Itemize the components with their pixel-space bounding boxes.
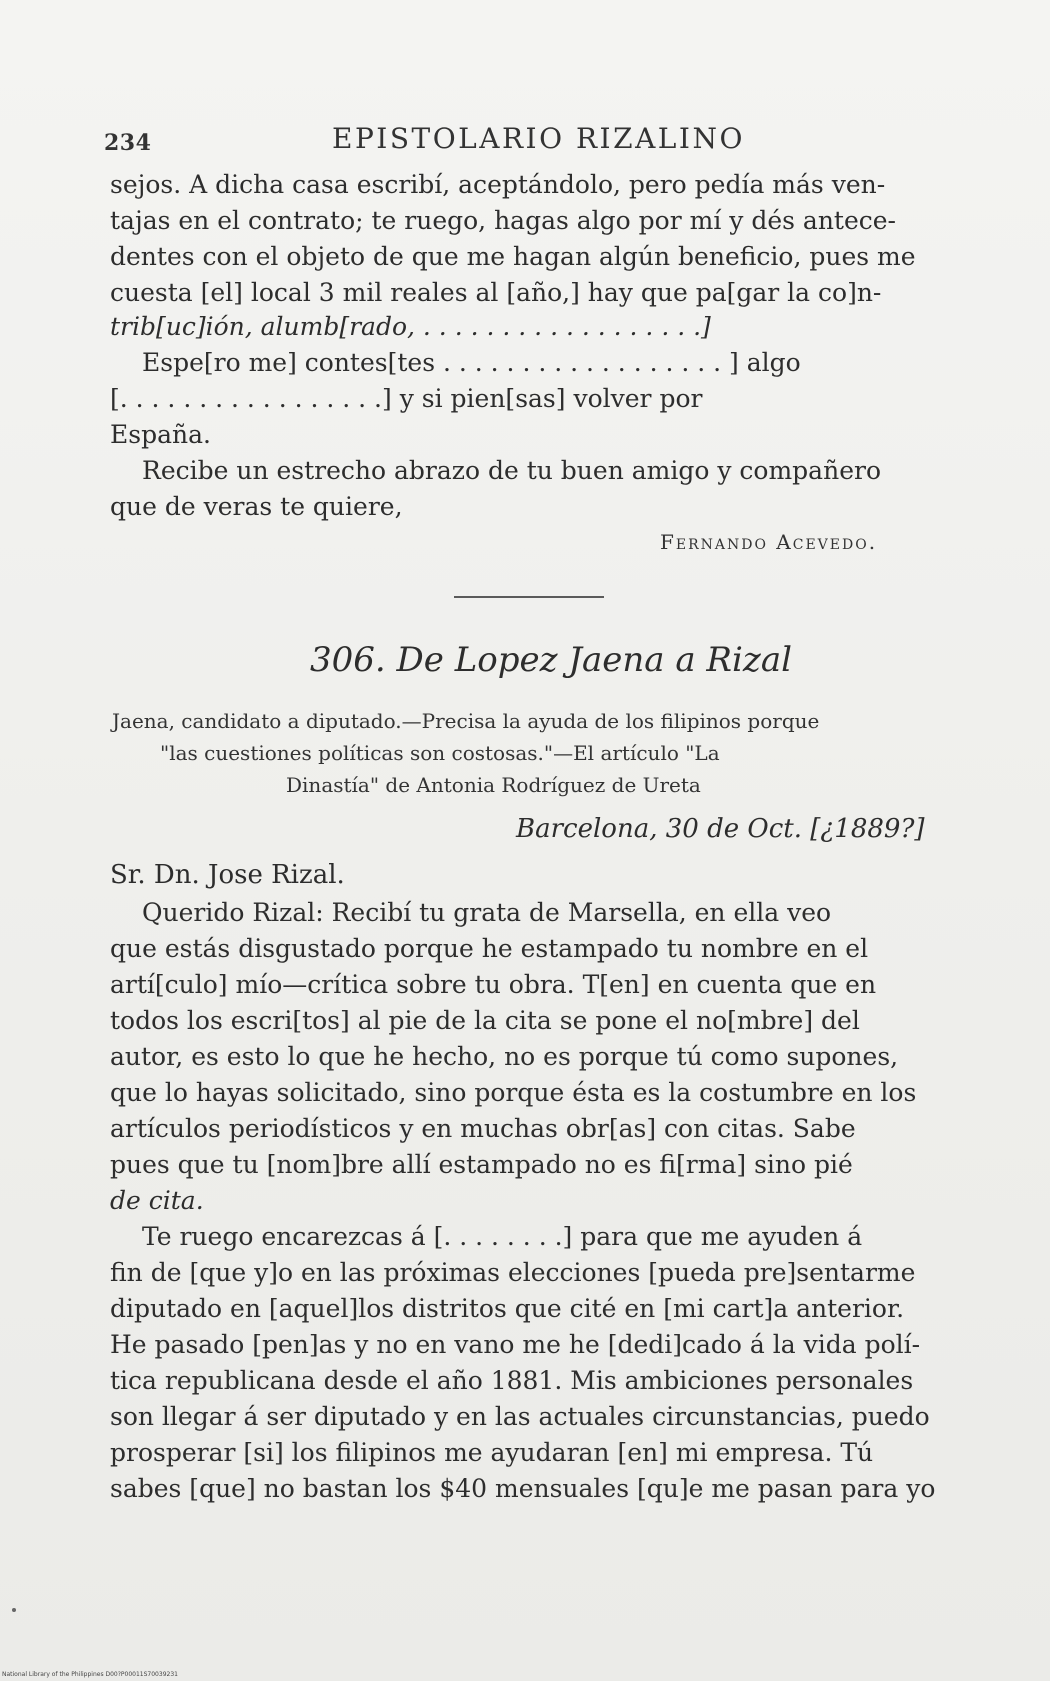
text-line: Te ruego encarezcas á [. . . . . . . .] para que me ayuden á xyxy=(142,1222,863,1251)
text-line: de cita. xyxy=(110,1186,204,1215)
text-line: sabes [que] no bastan los $40 mensuales [qu]e me pasan para yo xyxy=(110,1474,936,1503)
text-line: Querido Rizal: Recibí tu grata de Marsella, en ella veo xyxy=(142,898,832,927)
page-number: 234 xyxy=(104,130,152,156)
text-line: He pasado [pen]as y no en vano me he [dedi]cado á la vida polí- xyxy=(110,1330,921,1359)
text-line: artí[culo] mío—crítica sobre tu obra. T[en] en cuenta que en xyxy=(110,970,877,999)
summary-line: "las cuestiones políticas son costosas."—El artículo "La xyxy=(160,741,720,765)
text-line: Espe[ro me] contes[tes . . . . . . . . . . . . . . . . . . ] algo xyxy=(142,348,801,377)
text-line: que de veras te quiere, xyxy=(110,492,403,521)
signature: Fernando Acevedo. xyxy=(660,530,878,554)
text-line: que lo hayas solicitado, sino porque ésta es la costumbre en los xyxy=(110,1078,917,1107)
text-line: son llegar á ser diputado y en las actuales circunstancias, puedo xyxy=(110,1402,930,1431)
page-header xyxy=(104,122,944,162)
text-line: sejos. A dicha casa escribí, aceptándolo, pero pedía más ven- xyxy=(110,170,886,199)
scan-footer: National Library of the Philippines D00?P00011S70039231 xyxy=(2,1671,178,1678)
text-line: prosperar [si] los filipinos me ayudaran [en] mi empresa. Tú xyxy=(110,1438,874,1467)
text-line: diputado en [aquel]los distritos que cité en [mi cart]a anterior. xyxy=(110,1294,905,1323)
section-divider xyxy=(454,596,604,598)
summary-line: Dinastía" de Antonia Rodríguez de Ureta xyxy=(286,773,701,797)
text-line: trib[uc]ión, alumb[rado, . . . . . . . . . . . . . . . . . .] xyxy=(110,312,711,341)
text-line: cuesta [el] local 3 mil reales al [año,] hay que pa[gar la co]n- xyxy=(110,278,882,307)
text-line: [. . . . . . . . . . . . . . . . .] y si pien[sas] volver por xyxy=(110,384,703,413)
text-line: todos los escri[tos] al pie de la cita se pone el no[mbre] del xyxy=(110,1006,860,1035)
text-line: dentes con el objeto de que me hagan algún beneficio, pues me xyxy=(110,242,916,271)
text-line: pues que tu [nom]bre allí estampado no es fi[rma] sino pié xyxy=(110,1150,853,1179)
text-line: tajas en el contrato; te ruego, hagas algo por mí y dés antece- xyxy=(110,206,896,235)
running-title: EPISTOLARIO RIZALINO xyxy=(332,122,745,155)
text-line: fin de [que y]o en las próximas elecciones [pueda pre]sentarme xyxy=(110,1258,916,1287)
summary-line: Jaena, candidato a diputado.—Precisa la ayuda de los filipinos porque xyxy=(112,709,820,733)
text-line: artículos periodísticos y en muchas obr[as] con citas. Sabe xyxy=(110,1114,856,1143)
text-line: que estás disgustado porque he estampado tu nombre en el xyxy=(110,934,869,963)
addressee: Sr. Dn. Jose Rizal. xyxy=(110,860,345,890)
text-line: España. xyxy=(110,420,211,449)
text-line: Recibe un estrecho abrazo de tu buen amigo y compañero xyxy=(142,456,881,485)
letter-title: 306. De Lopez Jaena a Rizal xyxy=(310,640,792,680)
text-line: autor, es esto lo que he hecho, no es porque tú como supones, xyxy=(110,1042,899,1071)
scan-speck xyxy=(12,1608,16,1612)
dateline: Barcelona, 30 de Oct. [¿1889?] xyxy=(516,814,925,844)
text-line: tica republicana desde el año 1881. Mis ambiciones personales xyxy=(110,1366,914,1395)
